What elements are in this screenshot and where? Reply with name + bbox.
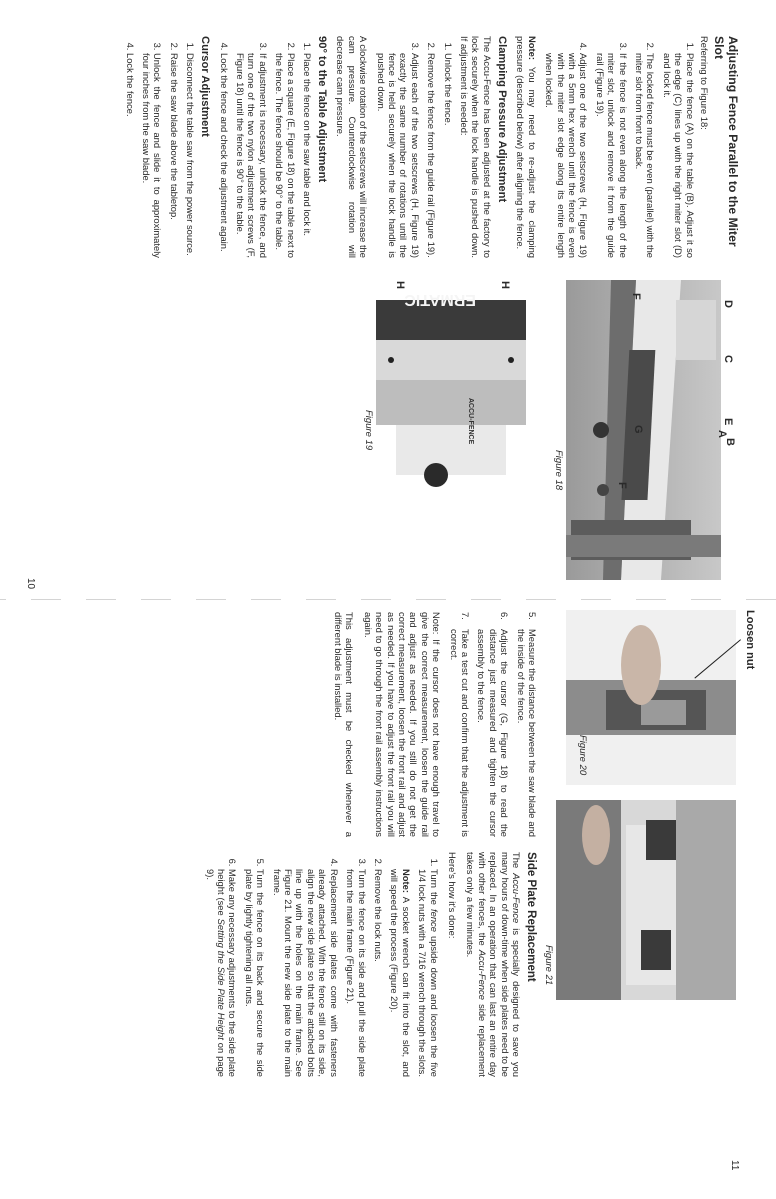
fig18-label-e: E (722, 418, 734, 426)
intro-text: The Accu-Fence has been adjusted at the factory to lock securely when the lock handle is pushed down. If adjustment is needed: (459, 36, 493, 258)
step: 4. Lock the fence. (124, 53, 135, 258)
step-text: Adjust the cursor (G, Figure 18) to read the distance just measured and tighten the cursor assembly to the fence. (476, 629, 511, 837)
figure-19-brand: ERMATIC (404, 291, 476, 308)
fig18-label-b: B (724, 438, 736, 446)
step: 1. Disconnect the table saw from the power source. (185, 53, 196, 258)
step: 5. Turn the fence on its back and secure the side plate by lightly tightening all nuts. (243, 869, 266, 1077)
intro-part: is specially designed to save you many hours of down-time when side plates need to be replaced. In an operation that can last an entire day with other fences, the (476, 852, 522, 1077)
figure-19-fence-text: ACCU-FENCE (467, 398, 474, 445)
intro-em: Accu-Fence (476, 949, 488, 1000)
check-text: This adjustment must be checked whenever a different blade is installed. (332, 612, 356, 837)
fig19-label-h2: H (394, 281, 406, 289)
step: 1. Place the fence (A) on the table (B). Adjust it so the edge (C) lines up with the right miter slot (D) and lock it. (661, 53, 695, 258)
step: 2. Raise the saw blade above the tabletop. (168, 53, 179, 258)
fig18-label-f: F (630, 293, 642, 300)
howto-text: Here's how it's done: (446, 852, 458, 939)
side-plate-steps (204, 852, 439, 1077)
fig18-label-c: C (722, 355, 734, 363)
intro-em: Accu-Fence (511, 873, 522, 924)
step: 3. Adjust each of the two setscrews (H, Figure 19) exactly the same number of rotations until the fence is held securely when the lock handle is pushed down. (375, 53, 421, 258)
fig19-label-h: H (499, 281, 511, 289)
note-body: A socket wrench can fit into the slot, and will speed the process (Figure 20). (389, 869, 412, 1077)
heading-clamping-pressure: Clamping Pressure Adjustment (495, 36, 508, 203)
step-number: 6. (499, 612, 511, 620)
step: 2. Place a square (E, Figure 18) on the table next to the fence. The fence should be 90° to the table. (274, 53, 297, 258)
outro-text: A clockwise rotation of the setscrews will increase the cam pressure. Counterclockwise rotation will decrease cam pressure. (335, 36, 370, 258)
step: 2. Remove the fence from the guide rail (Figure 19). (426, 53, 437, 258)
step: 3. If the fence is not even along the length of the miter slot, unlock and remove it from the guide rail (Figure 19). (594, 53, 628, 258)
figure-18-caption: Figure 18 (553, 450, 564, 491)
step (204, 869, 238, 1077)
step: 4. Lock the fence and check the adjustment again. (218, 53, 229, 258)
step: 3. If adjustment is necessary, unlock the fence, and turn one of the two nylon adjustment screws (F, Figure 18) until the fence is 90° to the table. (235, 53, 269, 258)
step-number: 7. (459, 612, 471, 620)
step (389, 869, 440, 1077)
intro-part: The (511, 852, 522, 874)
heading-side-plate: Side Plate Replacement (525, 852, 537, 982)
step-text: Measure the distance between the saw blade and the inside of the fence. (515, 629, 538, 837)
fig18-label-g: G (632, 425, 644, 434)
note-body: You may need to re-adjust the clamping pressure (described below) after aligning the fence. (515, 36, 538, 258)
cursor-note: Note: If the cursor does not have enough travel to give the correct measurement, loosen the guide rail and adjust as needed. If you still do not get the correct measurement, loosen the front rail and adjust as needed. If you have to adjust the front rail you will need to go through the front rail assembly instructions again. (362, 612, 443, 837)
step: 1. Unlock the fence. (442, 53, 453, 258)
step: 2. Remove the lock nuts. (373, 869, 384, 1077)
figure-21-caption: Figure 21 (543, 945, 554, 986)
page-number-right: 11 (729, 1160, 740, 1171)
figure-20-caption: Figure 20 (577, 735, 588, 776)
page11-text-column-2 (198, 852, 538, 1077)
step-text: Take a test cut and confirm that the adjustment is correct. (448, 629, 471, 837)
fig18-label-f2: F (616, 482, 628, 489)
figure-20-callout-loosen-nut: Loosen nut (744, 610, 756, 670)
page-number-left: 10 (25, 578, 36, 590)
step: 3. Unlock the fence and slide it to approximately four inches from the saw blade. (141, 53, 164, 258)
heading-cursor-adjustment: Cursor Adjustment (199, 36, 212, 137)
figure-19-caption: Figure 19 (363, 410, 374, 451)
step-note (389, 869, 412, 1077)
step: 3. Turn the fence on its side and pull the side plate from the main frame (Figure 21). (345, 869, 368, 1077)
step: 2. The locked fence must be even (parallel) with the miter slot from front to back. (634, 53, 657, 258)
step-em: Setting the Side Plate Height (216, 918, 228, 1040)
fig18-label-a: A (716, 430, 728, 438)
heading-90-degree: 90° to the Table Adjustment (316, 36, 329, 183)
step: 4. Replacement side plates come with fasteners already attached. With the fence still on its side, align the new side plate so that the attached bolts line up with the holes on the main frame. See Figure 21. Mount the new side plate to the main frame. (271, 869, 339, 1077)
step-part: Make any necessary adjustments to the side plate height (see (216, 869, 239, 1077)
step: 1. Place the fence on the saw table and lock it. (302, 53, 313, 258)
heading-fence-parallel: Adjusting Fence Parallel to the Miter Slot (712, 36, 740, 247)
step: 4. Adjust one of the two setscrews (H, Figure 19) with a 5mm hex wrench until the fence is even with the miter slot edge along its entire length when locked. (544, 53, 590, 258)
step-number: 5. (527, 612, 538, 620)
note-label: Note: (526, 36, 538, 60)
intro-text: Referring to Figure 18: (699, 36, 710, 130)
fig18-label-d: D (722, 300, 734, 308)
step-part: on page 9). (204, 869, 228, 1077)
step-part: upside down and loosen the five 1/4 lock nuts with a 7/16 wrench through the slots. (417, 869, 440, 1078)
intro-part: side replacement takes only a few minutes. (465, 852, 488, 1078)
step-em: fence (428, 909, 440, 932)
note-label: Note: (400, 869, 412, 893)
side-plate-intro (465, 852, 522, 1077)
step-part: Turn the (428, 869, 440, 910)
